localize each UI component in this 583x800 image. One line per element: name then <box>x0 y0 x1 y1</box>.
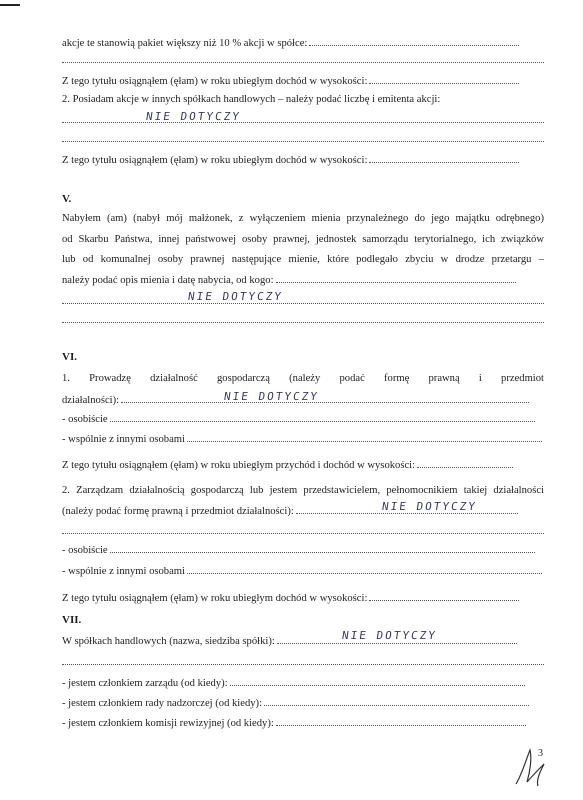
business-activity-field[interactable] <box>121 393 529 403</box>
acquisition-answer-line[interactable] <box>62 302 544 304</box>
answer-line[interactable] <box>62 61 544 63</box>
edge-mark <box>0 4 20 6</box>
personally-field-1[interactable] <box>110 412 535 422</box>
other-shares-answer-line[interactable] <box>62 121 544 123</box>
income-line-2 <box>62 153 544 168</box>
acquisition-field[interactable] <box>276 273 516 283</box>
management-text: 2. Zarządzam działalnością gospodarczą lub jestem przedstawicielem, pełnomocnikiem takiej działalności <box>62 485 544 496</box>
signature-icon <box>512 744 548 790</box>
supervisory-board-field[interactable] <box>264 696 529 706</box>
shares-over-10-percent-label: akcje te stanowią pakiet większy niż 10 % akcji w spółce: <box>62 38 308 49</box>
personally-label-2: - osobiście <box>62 545 108 556</box>
jointly-label-2: - wspólnie z innymi osobami <box>62 566 185 577</box>
section-v-heading: V. <box>62 193 72 205</box>
personally-field-2[interactable] <box>110 543 535 553</box>
jointly-label-1: - wspólnie z innymi osobami <box>62 434 185 445</box>
board-member-label: - jestem członkiem zarządu (od kiedy): <box>62 678 228 689</box>
section-v-text-4-line <box>62 273 544 288</box>
handwritten-not-applicable-5: NIE DOTYCZY <box>341 629 438 642</box>
income-field-3[interactable] <box>369 591 519 601</box>
answer-line[interactable] <box>62 140 544 142</box>
page-number: 3 <box>538 748 543 759</box>
management-label: (należy podać formę prawną i przedmiot działalności): <box>62 506 294 517</box>
business-activity-text: 1. Prowadzę działalność gospodarczą (należy podać formę prawną i przedmiot <box>62 373 544 384</box>
section-vi-heading: VI. <box>62 351 77 363</box>
personally-line-2 <box>62 543 544 558</box>
section-v-text-1: Nabyłem (am) (nabył mój małżonek, z wyłączeniem mienia przynależnego do jego majątku odrębnego) <box>62 213 544 224</box>
companies-line <box>62 634 544 649</box>
audit-committee-field[interactable] <box>276 716 526 726</box>
revenue-line <box>62 458 544 473</box>
jointly-field-2[interactable] <box>187 564 542 574</box>
answer-line[interactable] <box>62 532 544 534</box>
shares-over-10-percent-line <box>62 36 544 51</box>
answer-line[interactable] <box>62 663 544 665</box>
income-label-2: Z tego tytułu osiągnąłem (ęłam) w roku ubiegłym dochód w wysokości: <box>62 155 368 166</box>
companies-label: W spółkach handlowych (nazwa, siedziba spółki): <box>62 636 275 647</box>
answer-line[interactable] <box>62 321 544 323</box>
jointly-line-2 <box>62 564 544 579</box>
section-vii-heading: VII. <box>62 614 82 626</box>
handwritten-not-applicable-1: NIE DOTYCZY <box>145 110 242 123</box>
supervisory-board-label: - jestem członkiem rady nadzorczej (od kiedy): <box>62 698 263 709</box>
income-line-3 <box>62 591 544 606</box>
handwritten-not-applicable-3: NIE DOTYCZY <box>223 390 320 403</box>
audit-committee-line <box>62 716 544 731</box>
answer-field[interactable] <box>309 36 519 46</box>
board-member-field[interactable] <box>230 676 525 686</box>
income-label-3: Z tego tytułu osiągnąłem (ęłam) w roku ubiegłym dochód w wysokości: <box>62 593 368 604</box>
revenue-label: Z tego tytułu osiągnąłem (ęłam) w roku ubiegłym przychód i dochód w wysokości: <box>62 460 416 471</box>
income-line-1 <box>62 74 544 89</box>
revenue-field[interactable] <box>417 458 513 468</box>
section-v-text-4: należy podać opis mienia i datę nabycia, od kogo: <box>62 275 274 286</box>
income-field-2[interactable] <box>369 153 519 163</box>
income-label-1: Z tego tytułu osiągnąłem (ęłam) w roku ubiegłym dochód w wysokości: <box>62 76 368 87</box>
jointly-line-1 <box>62 432 544 447</box>
board-member-line <box>62 676 544 691</box>
handwritten-not-applicable-4: NIE DOTYCZY <box>381 500 478 513</box>
income-field-1[interactable] <box>369 74 519 84</box>
personally-label-1: - osobiście <box>62 414 108 425</box>
personally-line-1 <box>62 412 544 427</box>
jointly-field-1[interactable] <box>187 432 542 442</box>
other-shares-line <box>62 93 544 107</box>
handwritten-not-applicable-2: NIE DOTYCZY <box>187 290 284 303</box>
section-v-text-3: lub od komunalnej osoby prawnej następujące mienie, które podlegało zbyciu w drodze przetargu – <box>62 254 544 265</box>
section-v-text-2: od Skarbu Państwa, innej państwowej osoby prawnej, jednostek samorządu terytorialnego, ich związków <box>62 234 544 245</box>
audit-committee-label: - jestem członkiem komisji rewizyjnej (od kiedy): <box>62 718 274 729</box>
business-activity-label: działalności): <box>62 395 120 406</box>
supervisory-board-line <box>62 696 544 711</box>
other-shares-label: 2. Posiadam akcje w innych spółkach handlowych – należy podać liczbę i emitenta akcji: <box>62 94 441 105</box>
